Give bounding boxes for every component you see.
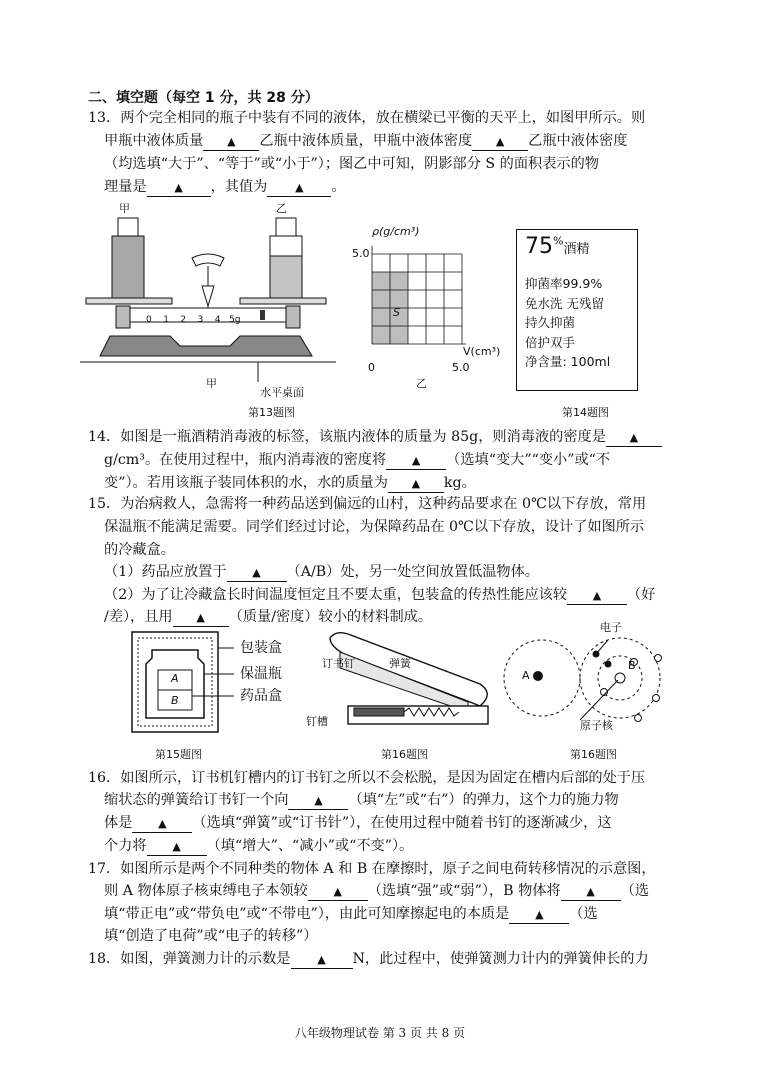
answer-blank[interactable]: ▲ xyxy=(203,133,259,151)
label-yi-top: 乙 xyxy=(276,202,287,215)
scale-ticks: 0 1 2 3 4 5g xyxy=(146,315,241,325)
q13-line2: 甲瓶中液体质量 ▲ 乙瓶中液体质量，甲瓶中液体密度 ▲ 乙瓶中液体密度 xyxy=(104,133,628,149)
answer-blank[interactable]: ▲ xyxy=(147,838,207,856)
label-med: 药品盒 xyxy=(240,688,282,704)
answer-blank[interactable]: ▲ xyxy=(147,179,211,197)
label-atom-b: B xyxy=(628,659,636,672)
cooler-box-figure xyxy=(130,630,240,738)
q14-line1: 14．如图是一瓶酒精消毒液的标签，该瓶内液体的质量为 85g，则消毒液的密度是 ▲ xyxy=(88,427,662,447)
q15-line5: （2）为了让冷藏盒长时间温度恒定且不要太重，包装盒的传热性能应该较 ▲ （好 xyxy=(104,587,656,603)
q13-line3: （均选填“大于”、“等于”或“小于”）；图乙中可知，阴影部分 S 的面积表示的物 xyxy=(104,156,599,172)
q17-line1: 17．如图所示是两个不同种类的物体 A 和 B 在摩擦时，原子之间电荷转移情况的示意图， xyxy=(88,861,656,877)
fig15-caption: 第15题图 xyxy=(155,748,202,761)
q18-line1: 18．如图，弹簧测力计的示数是 ▲ N，此过程中，使弹簧测力计内的弹簧伸长的力 xyxy=(88,951,649,967)
page-footer: 八年级物理试卷 第 3 页 共 8 页 xyxy=(294,1026,466,1040)
label-flask: 保温瓶 xyxy=(240,666,282,682)
section-title: 二、填空题（每空 1 分，共 28 分） xyxy=(88,90,319,106)
stapler-figure xyxy=(300,628,500,738)
q17-line4: 填“创造了电荷”或“电子的转移”） xyxy=(104,928,318,944)
sanitizer-label xyxy=(516,229,638,391)
label-a: A xyxy=(171,672,179,685)
q15-line1: 15．为治病救人，急需将一种药品送到偏远的山村，这种药品要求在 0℃以下存放，常用 xyxy=(88,496,647,512)
graph-y5: 5.0 xyxy=(352,247,370,260)
answer-blank[interactable]: ▲ xyxy=(173,609,229,627)
label-row: 净含量: 100ml xyxy=(525,354,611,369)
q15-line3: 的冷藏盒。 xyxy=(104,542,175,558)
q15-line6: /差），且用 ▲ （质量/密度）较小的材料制成。 xyxy=(104,609,433,625)
answer-blank[interactable]: ▲ xyxy=(567,587,627,605)
percent-value: 75 xyxy=(525,234,553,259)
graph-x5: 5.0 xyxy=(452,361,470,374)
label-row: 抑菌率99.9% xyxy=(525,276,603,291)
graph-origin: 0 xyxy=(368,361,375,374)
answer-blank[interactable]: ▲ xyxy=(388,475,444,493)
label-nail: 订书钉 xyxy=(322,657,355,670)
q13-line4: 理量是 ▲ ，其值为 ▲ 。 xyxy=(104,179,346,195)
percent-sign: % xyxy=(553,234,564,248)
answer-blank[interactable]: ▲ xyxy=(606,429,662,447)
answer-blank[interactable]: ▲ xyxy=(386,452,446,470)
label-spring: 弹簧 xyxy=(389,657,411,670)
fig16b-caption: 第16题图 xyxy=(570,748,617,761)
graph-ylabel: ρ(g/cm³) xyxy=(372,225,420,238)
answer-blank[interactable]: ▲ xyxy=(291,951,353,969)
q17-line2: 则 A 物体原子核束缚电子本领较 ▲ （选填“强”或“弱”），B 物体将 ▲ （选 xyxy=(104,883,650,899)
answer-blank[interactable]: ▲ xyxy=(472,133,528,151)
answer-blank[interactable]: ▲ xyxy=(288,792,348,810)
label-row: 免水洗 无残留 xyxy=(525,295,604,311)
graph-area-label: S xyxy=(393,306,400,319)
fig13-caption: 第13题图 xyxy=(248,406,295,419)
label-b: B xyxy=(171,694,179,707)
answer-blank[interactable]: ▲ xyxy=(509,906,569,924)
table-label: 水平桌面 xyxy=(260,386,304,399)
label-nucleus: 原子核 xyxy=(580,719,613,732)
answer-blank[interactable]: ▲ xyxy=(227,564,287,582)
q16-line3: 体是 ▲ （选填“弹簧”或“订书针”），在使用过程中随着书钉的逐渐减少，这 xyxy=(104,815,612,831)
label-jia-top: 甲 xyxy=(119,202,130,215)
answer-blank[interactable]: ▲ xyxy=(308,883,368,901)
q17-line3: 填“带正电”或“带负电”或“不带电”），由此可知摩擦起电的本质是 ▲ （选 xyxy=(104,906,598,922)
q16-line4: 个力将 ▲ （填“增大”、“减小”或“不变”）。 xyxy=(104,838,414,854)
q16-line1: 16．如图所示，订书机钉槽内的订书钉之所以不会松脱，是因为固定在槽内后部的处于压 xyxy=(88,770,646,786)
density-graph xyxy=(366,240,466,360)
q15-line2: 保温瓶不能满足需要。同学们经过讨论，为保障药品在 0℃以下存放，设计了如图所示 xyxy=(104,519,645,535)
label-slot: 钉槽 xyxy=(306,715,328,728)
fig16a-caption: 第16题图 xyxy=(381,748,428,761)
q15-line4: （1）药品应放置于 ▲ （A/B）处，另一处空间放置低温物体。 xyxy=(104,564,539,580)
alcohol-text: 酒精 xyxy=(563,242,590,257)
atoms-figure xyxy=(500,630,700,730)
label-electron: 电子 xyxy=(600,621,622,634)
label-row: 持久抑菌 xyxy=(525,315,576,330)
answer-blank[interactable]: ▲ xyxy=(561,883,621,901)
q13-line1: 13．两个完全相同的瓶子中装有不同的液体，放在横梁已平衡的天平上，如图甲所示。则 xyxy=(88,110,646,126)
label-yi-bottom: 乙 xyxy=(416,377,427,390)
q14-line3: 变”）。若用该瓶子装同体积的水，水的质量为 ▲ kg。 xyxy=(104,475,476,491)
label-row: 倍护双手 xyxy=(525,334,576,350)
q16-line2: 缩状态的弹簧给订书钉一个向 ▲ （填“左”或“右”）的弹力，这个力的施力物 xyxy=(104,792,619,808)
answer-blank[interactable]: ▲ xyxy=(267,179,331,197)
q14-line2: g/cm³。在使用过程中，瓶内消毒液的密度将 ▲ （选填“变大”“变小”或“不 xyxy=(104,452,611,468)
label-box: 包装盒 xyxy=(240,640,282,656)
graph-xlabel: V(cm³) xyxy=(463,345,501,358)
label-atom-a: A xyxy=(522,669,530,682)
answer-blank[interactable]: ▲ xyxy=(132,815,192,833)
label-jia-bottom: 甲 xyxy=(206,377,217,390)
fig14-caption: 第14题图 xyxy=(562,406,609,419)
